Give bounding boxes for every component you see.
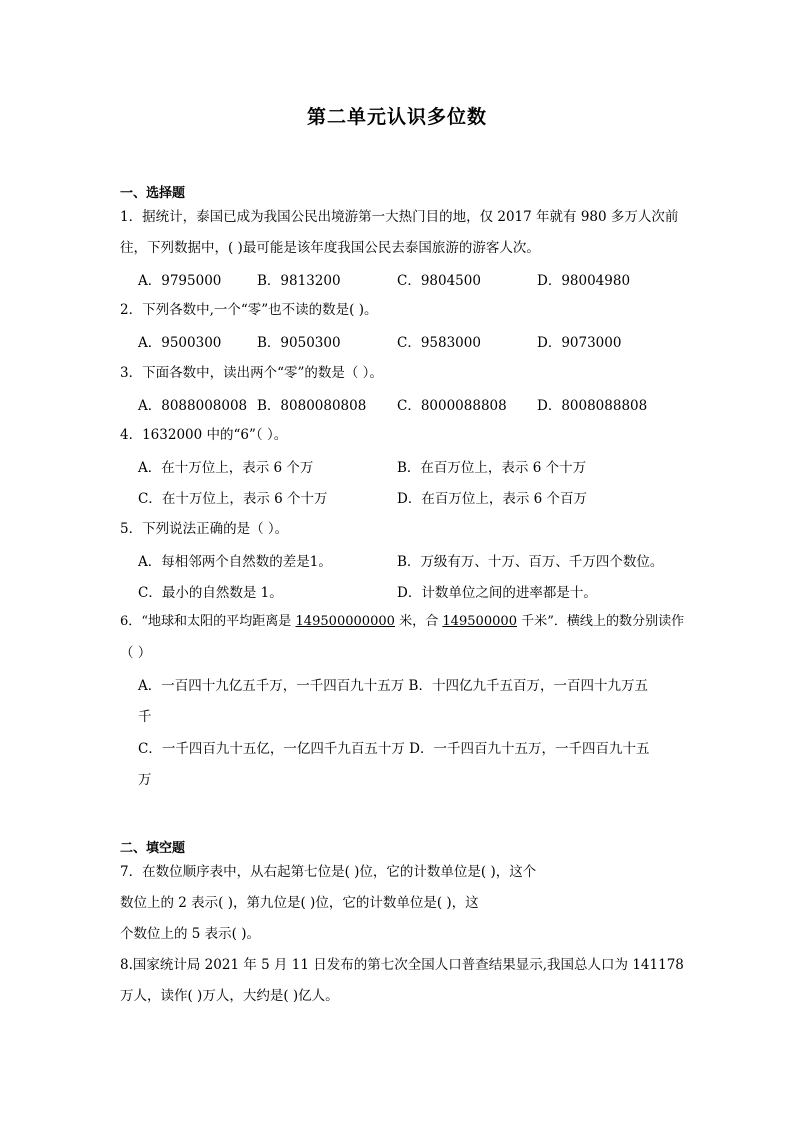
q6-options-ab-line1: A．一百四十九亿五千万，一千四百九十五万 B．十四亿九千五百万，一百四十九万五	[138, 678, 648, 694]
q6-underlined-distance-meters: 149500000000	[295, 614, 395, 629]
q6-stem	[120, 612, 685, 632]
q2-option-c: C．9583000	[397, 335, 481, 351]
q6-stem-pre: 6．“地球和太阳的平均距离是	[120, 614, 296, 629]
q5-option-a: A．每相邻两个自然数的差是1。	[138, 554, 332, 570]
q1-stem-line1: 1．据统计，泰国已成为我国公民出境游第一大热门目的地，仅 2017 年就有 980 多万人次前	[120, 209, 679, 225]
q2-option-a: A．9500300	[138, 335, 222, 351]
q1-stem-line2: 往，下列数据中，( )最可能是该年度我国公民去泰国旅游的游客人次。	[120, 240, 540, 256]
q6-underlined-distance-km: 149500000	[442, 614, 517, 629]
q4-option-b: B．在百万位上，表示 6 个十万	[397, 460, 587, 476]
section-heading-fill-blank: 二、填空题	[120, 841, 186, 856]
q6-answer-paren: （ ）	[120, 645, 152, 661]
q4-stem: 4．1632000 中的“6”（ ）。	[120, 427, 288, 443]
q6-stem-post: 千米”．横线上的数分别读作	[517, 614, 685, 629]
q6-options-cd-line2: 万	[138, 772, 152, 788]
q3-option-b: B．8080080808	[257, 398, 367, 414]
q5-stem: 5．下列说法正确的是（ ）。	[120, 521, 289, 537]
q2-stem: 2．下列各数中,一个“零”也不读的数是( )。	[120, 302, 378, 318]
q1-option-d: D．98004980	[537, 273, 631, 289]
q1-option-b: B．9813200	[257, 273, 341, 289]
q7-line3: 个数位上的 5 表示( )。	[120, 926, 260, 942]
q3-option-c: C．8000088808	[397, 398, 507, 414]
q8-line1: 8.国家统计局 2021 年 5 月 11 日发布的第七次全国人口普查结果显示,我国总人口为 141178	[120, 957, 684, 973]
page-title: 第二单元认识多位数	[306, 106, 487, 128]
q4-option-a: A．在十万位上，表示 6 个万	[138, 460, 314, 476]
q4-option-c: C．在十万位上，表示 6 个十万	[138, 491, 328, 507]
q5-option-b: B．万级有万、十万、百万、千万四个数位。	[397, 554, 664, 570]
section-heading-choice: 一、选择题	[120, 186, 186, 201]
q5-option-c: C．最小的自然数是 1。	[138, 585, 283, 601]
q6-options-ab-line2: 千	[138, 709, 152, 725]
q7-line2: 数位上的 2 表示( )，第九位是( )位，它的计数单位是( )，这	[120, 895, 479, 911]
q3-option-d: D．8008088808	[537, 398, 648, 414]
q6-options-cd-line1: C．一千四百九十五亿，一亿四千九百五十万 D．一千四百九十五万，一千四百九十五	[138, 741, 650, 757]
q7-line1: 7．在数位顺序表中，从右起第七位是( )位，它的计数单位是( )，这个	[120, 864, 537, 880]
q4-option-d: D．在百万位上，表示 6 个百万	[397, 491, 587, 507]
q8-line2: 万人，读作( )万人，大约是( )亿人。	[120, 988, 339, 1004]
q2-option-b: B．9050300	[257, 335, 341, 351]
q5-option-d: D．计数单位之间的进率都是十。	[397, 585, 597, 601]
q3-stem: 3．下面各数中，读出两个“零”的数是（ ）。	[120, 365, 383, 381]
q2-option-d: D．9073000	[537, 335, 622, 351]
q3-option-a: A．8088008008	[138, 398, 248, 414]
q6-stem-mid: 米，合	[394, 614, 443, 629]
q1-option-c: C．9804500	[397, 273, 481, 289]
q1-option-a: A．9795000	[138, 273, 222, 289]
